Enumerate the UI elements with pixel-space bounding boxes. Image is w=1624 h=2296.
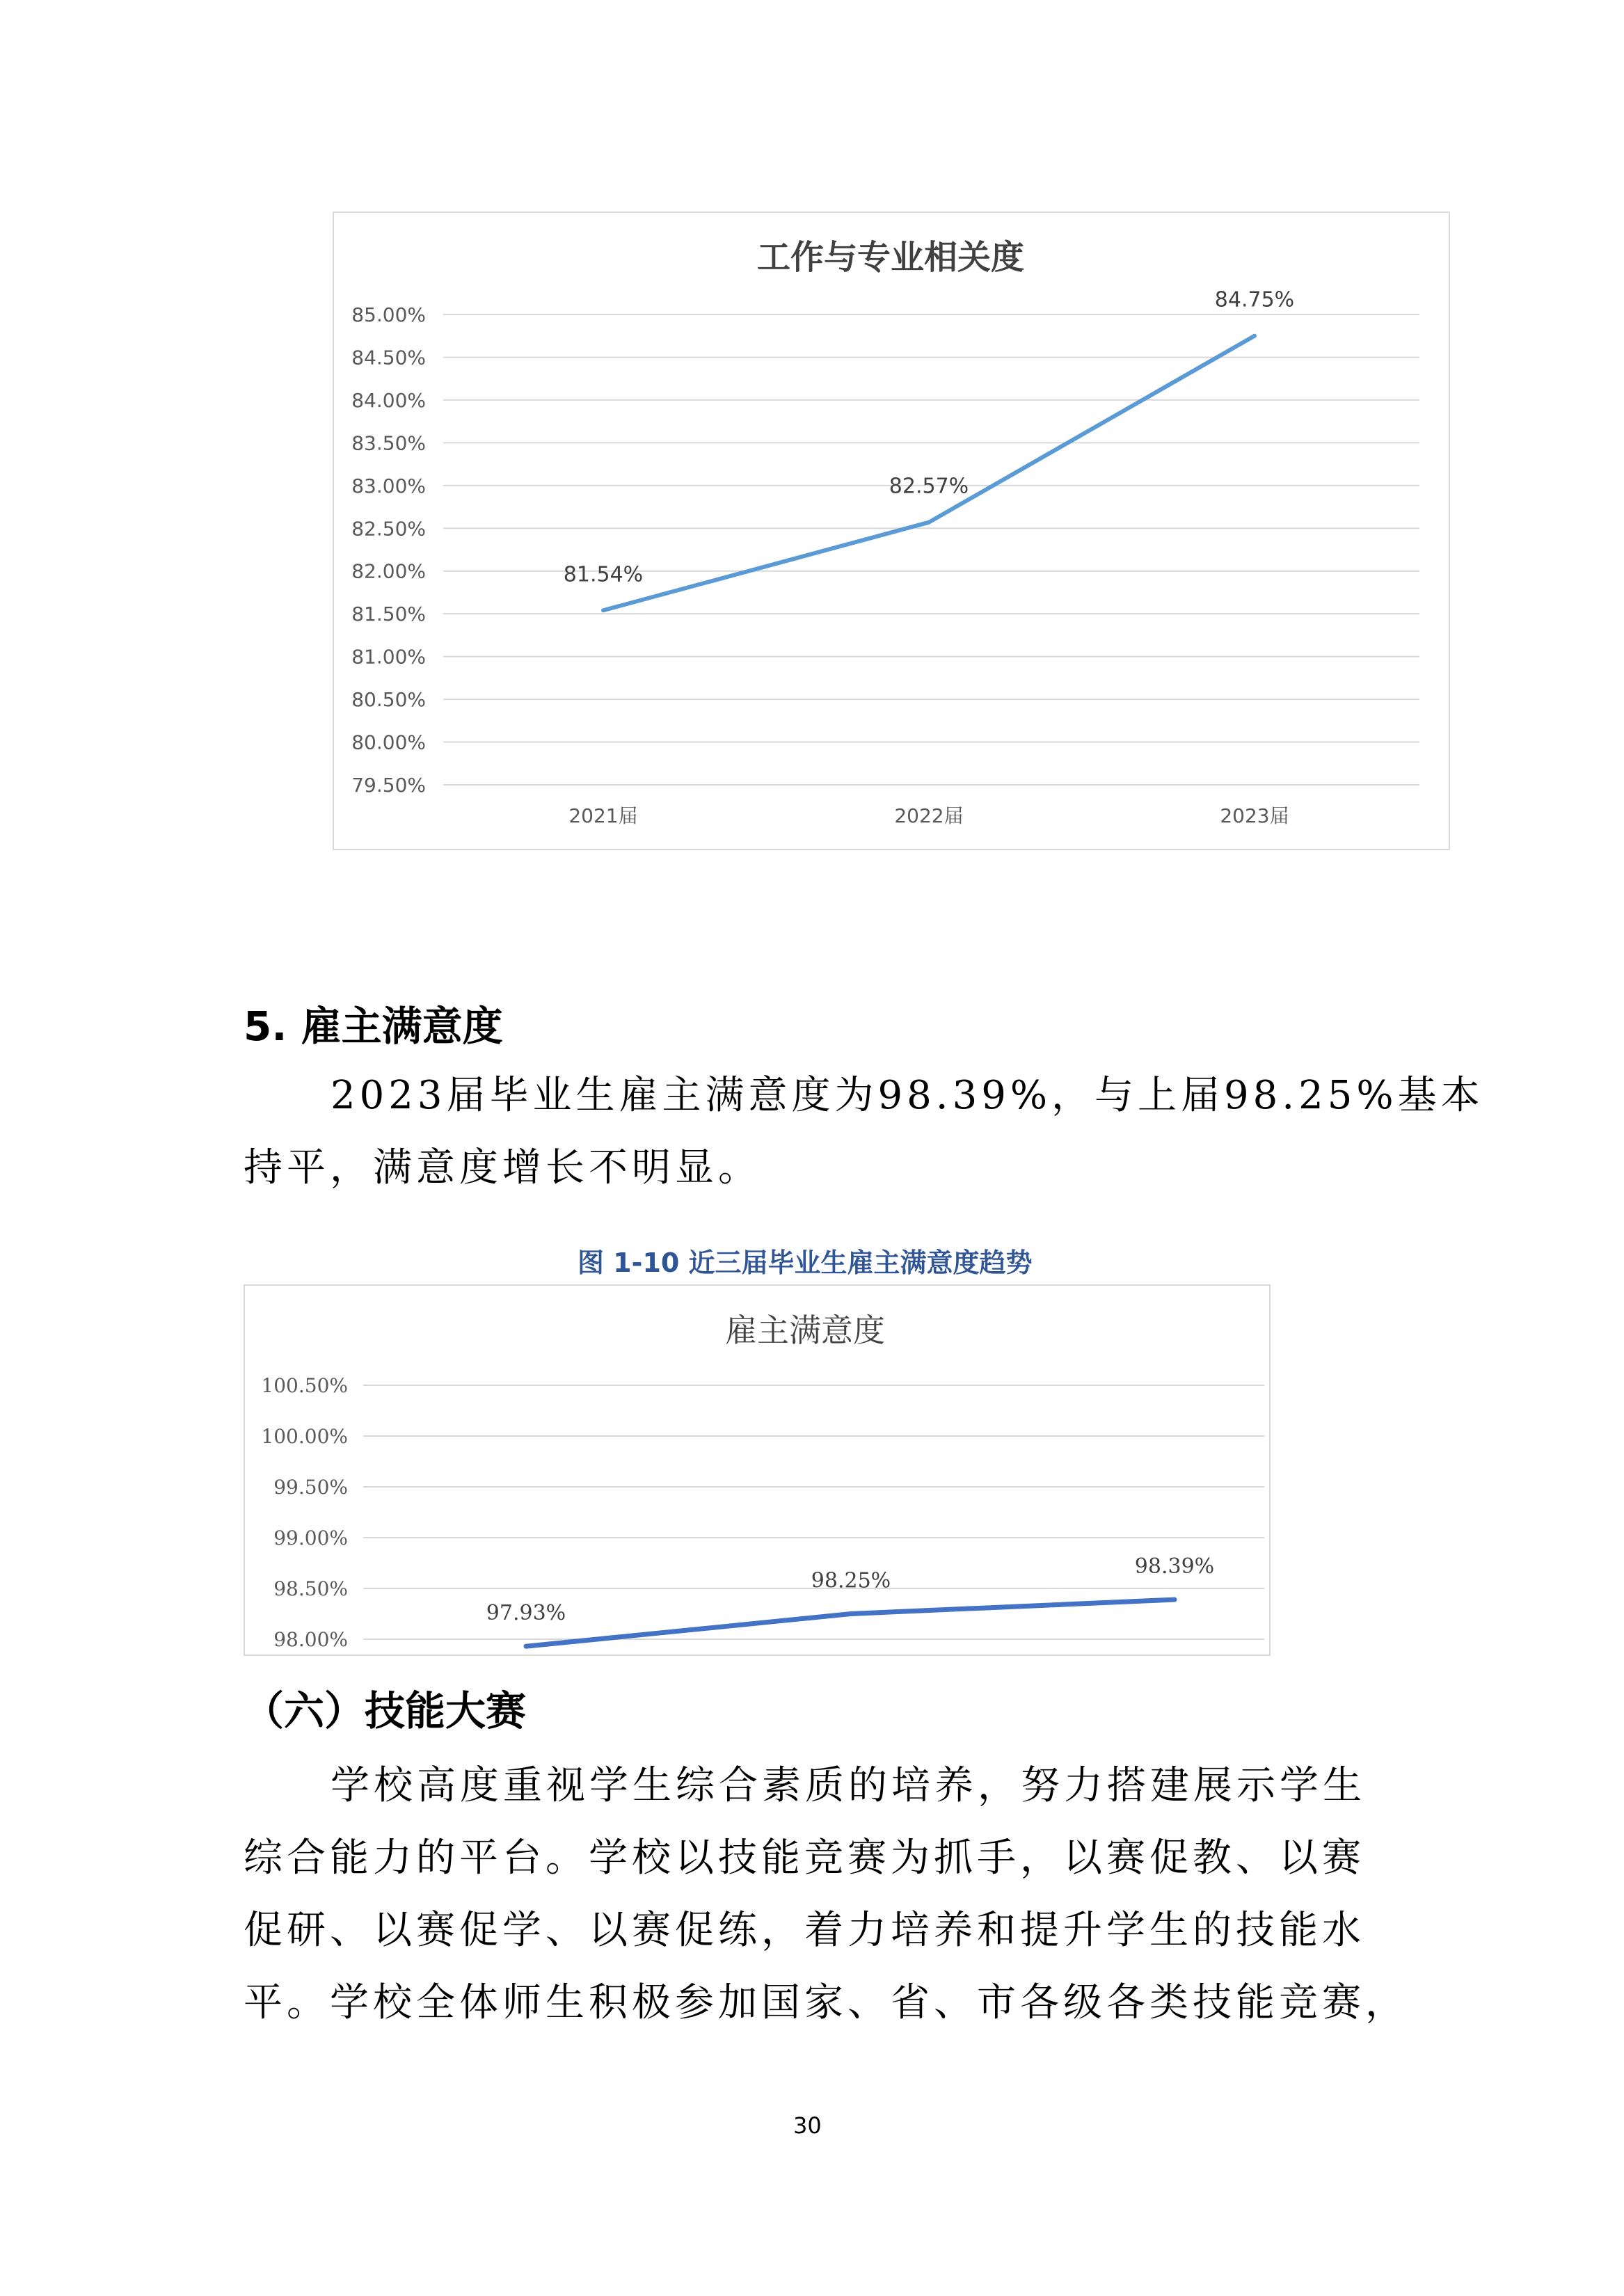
chart2-title: 雇主满意度 (725, 1312, 885, 1349)
chart1-series-line (603, 336, 1255, 611)
y-tick-label: 100.50% (261, 1374, 348, 1397)
y-tick-label: 98.50% (273, 1577, 348, 1600)
section6-line-1: 学校高度重视学生综合素质的培养，努力搭建展示学生 (331, 1763, 1366, 1808)
y-tick-label: 80.00% (351, 731, 426, 754)
x-tick-label: 2021届 (568, 804, 638, 827)
data-label: 81.54% (563, 562, 644, 587)
section5-line-2: 持平，满意度增长不明显。 (244, 1145, 761, 1190)
data-point (525, 1645, 527, 1647)
chart1-title: 工作与专业相关度 (756, 238, 1025, 277)
section6-heading: （六）技能大赛 (244, 1687, 527, 1735)
chart2-svg (245, 1286, 1269, 1655)
chart1-svg (334, 213, 1449, 849)
y-tick-label: 85.00% (351, 303, 426, 326)
y-tick-label: 99.00% (273, 1526, 348, 1549)
x-tick-label: 2023届 (1220, 804, 1289, 827)
figure-caption: 图 1-10 近三届毕业生雇主满意度趋势 (578, 1247, 1033, 1278)
y-tick-label: 98.00% (273, 1628, 348, 1651)
data-label: 98.39% (1134, 1554, 1215, 1579)
y-tick-label: 84.50% (351, 346, 426, 369)
chart-employer-satisfaction (244, 1284, 1271, 1656)
y-tick-label: 99.50% (273, 1476, 348, 1499)
y-tick-label: 80.50% (351, 688, 426, 712)
y-tick-label: 83.00% (351, 474, 426, 497)
y-tick-label: 84.00% (351, 388, 426, 412)
y-tick-label: 82.50% (351, 517, 426, 541)
data-point (928, 522, 930, 523)
x-tick-label: 2022届 (894, 804, 964, 827)
y-tick-label: 79.50% (351, 774, 426, 797)
section5-heading: 5. 雇主满意度 (244, 1003, 503, 1050)
data-point (1254, 335, 1255, 337)
data-label: 82.57% (889, 474, 969, 499)
y-tick-label: 81.00% (351, 645, 426, 669)
section6-line-4: 平。学校全体师生积极参加国家、省、市各级各类技能竞赛， (244, 1980, 1408, 2025)
y-tick-label: 83.50% (351, 431, 426, 455)
section6-line-2: 综合能力的平台。学校以技能竞赛为抓手，以赛促教、以赛 (244, 1835, 1365, 1881)
section6-line-3: 促研、以赛促学、以赛促练，着力培养和提升学生的技能水 (244, 1908, 1365, 1953)
chart-work-major-relevance (333, 212, 1450, 850)
data-point (1174, 1599, 1175, 1600)
y-tick-label: 100.00% (261, 1425, 348, 1448)
page-number: 30 (793, 2112, 822, 2139)
data-point (850, 1613, 852, 1615)
y-tick-label: 82.00% (351, 559, 426, 583)
section5-line-1: 2023届毕业生雇主满意度为98.39%，与上届98.25%基本 (331, 1073, 1484, 1118)
data-label: 98.25% (811, 1568, 891, 1593)
data-label: 97.93% (486, 1601, 566, 1626)
data-label: 84.75% (1214, 287, 1295, 312)
y-tick-label: 81.50% (351, 603, 426, 626)
data-point (603, 609, 604, 611)
